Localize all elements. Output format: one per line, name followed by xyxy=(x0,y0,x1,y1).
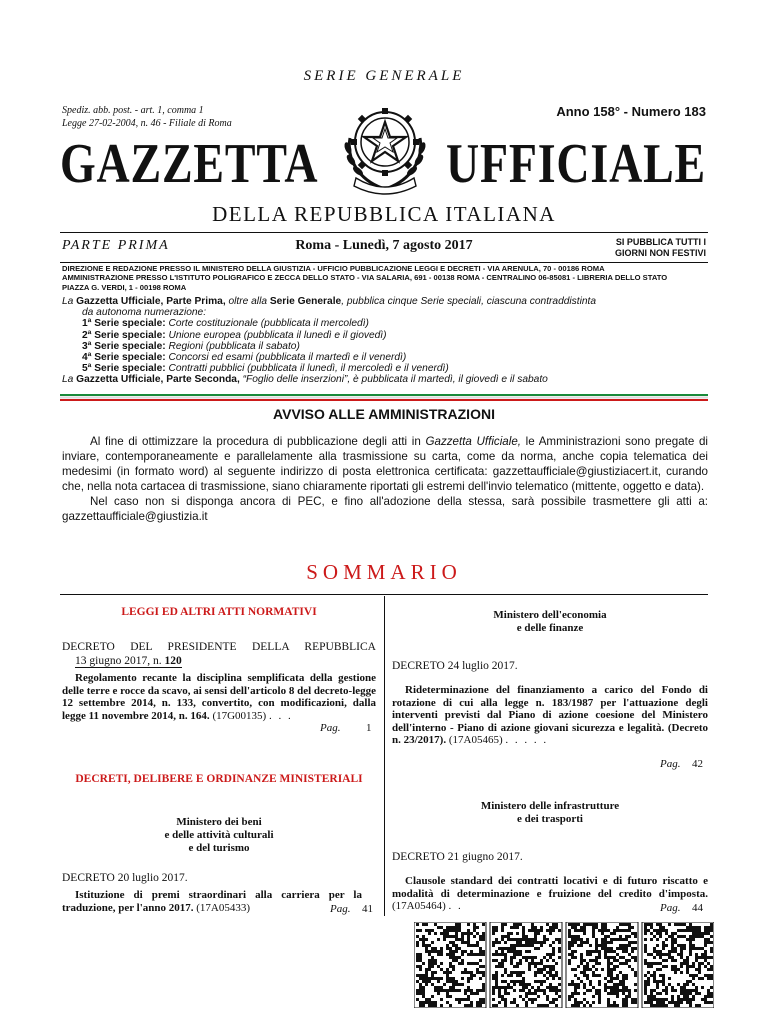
emblem-icon xyxy=(336,98,434,198)
ministry-heading xyxy=(62,816,376,855)
entry-code: (17A05433) xyxy=(196,901,251,914)
divider xyxy=(60,594,708,595)
barcode-image xyxy=(414,922,714,1008)
publication-note-line: SI PUBBLICA TUTTI I xyxy=(615,237,706,247)
serie-speciale-item xyxy=(62,363,708,374)
page-ref xyxy=(660,758,680,771)
direzione-line: AMMINISTRAZIONE PRESSO L'ISTITUTO POLIGRAFICO E ZECCA DELLO STATO - VIA SALARIA, 691 - 00138 ROMA - CENTRALINO 06-85081 - LIBRERIA DELLO STATO xyxy=(62,273,668,283)
serie-label: 4ª Serie speciale: xyxy=(82,352,166,364)
text: La xyxy=(62,296,77,307)
toc-entry[interactable] xyxy=(62,889,362,914)
masthead-title-left: GAZZETTA xyxy=(60,133,319,195)
barcode-block xyxy=(414,922,486,1008)
direzione-line: DIREZIONE E REDAZIONE PRESSO IL MINISTERO DELLA GIUSTIZIA - UFFICIO PUBBLICAZIONE LEGGI E DECRETI - VIA ARENULA, 70 - 00186 ROMA xyxy=(62,264,605,273)
pag-label: Pag. xyxy=(320,722,341,734)
spedizione-line: Legge 27-02-2004, n. 46 - Filiale di Roma xyxy=(62,118,232,129)
text: La xyxy=(62,374,77,386)
text: , pubblica cinque Serie speciali, ciascuna contraddistinta xyxy=(341,296,597,307)
serie-text: Corte costituzionale (pubblicata il mercoledì) xyxy=(168,318,369,330)
serie-label: 1ª Serie speciale: xyxy=(82,318,166,330)
avviso-paragraph xyxy=(62,434,708,494)
decreto-title: DECRETO DEL PRESIDENTE DELLA REPUBBLICA xyxy=(62,641,376,653)
serie-speciale-item xyxy=(62,318,708,329)
ministry-heading xyxy=(392,609,708,635)
barcode-block xyxy=(490,922,562,1008)
column-divider xyxy=(384,596,385,916)
page-number: 44 xyxy=(692,902,703,914)
serie-text: Unione europea (pubblicata il lunedì e il giovedì) xyxy=(168,329,387,341)
text: Serie Generale xyxy=(269,296,342,307)
serie-text: Contratti pubblici (pubblicata il lunedì, il mercoledì e il venerdì) xyxy=(168,363,449,375)
parte-label: PARTE PRIMA xyxy=(62,238,170,253)
serie-label: 5ª Serie speciale: xyxy=(82,363,166,375)
ministry-line: e delle finanze xyxy=(516,622,584,634)
divider xyxy=(60,262,708,263)
intro-block xyxy=(62,296,708,386)
sommario-title: SOMMARIO xyxy=(306,560,462,584)
direzione-block xyxy=(62,264,708,292)
text: “Foglio delle inserzioni”, è pubblicata il martedì, il giovedì e il sabato xyxy=(239,374,548,386)
page-ref xyxy=(330,903,350,916)
text: Gazzetta Ufficiale, Parte Prima, xyxy=(76,296,226,307)
decreto-title: DECRETO 21 giugno 2017. xyxy=(392,851,523,863)
barcode-block xyxy=(566,922,638,1008)
pag-label: Pag. xyxy=(660,902,681,914)
decreto-title: DECRETO 24 luglio 2017. xyxy=(392,660,518,672)
section-heading: DECRETI, DELIBERE E ORDINANZE MINISTERIALI xyxy=(75,773,363,785)
avviso-title: AVVISO ALLE AMMINISTRAZIONI xyxy=(273,406,495,422)
entry-text: Regolamento recante la disciplina semplificata della gestione delle terre e rocce da scavo, ai sensi dell'articolo 8 del decreto-legge 12 settembre 2014, n. 133, convertito, con modificazioni, dalla legge 11 novembre 2014, n. 164. xyxy=(62,672,377,722)
spedizione-line: Spediz. abb. post. - art. 1, comma 1 xyxy=(62,105,204,116)
ministry-line: Ministero dell'economia xyxy=(493,609,607,621)
leader-dots: . . . xyxy=(268,709,293,722)
pag-label: Pag. xyxy=(330,903,351,915)
page-number: 41 xyxy=(362,903,373,915)
direzione-line: PIAZZA G. VERDI, 1 - 00198 ROMA xyxy=(62,282,187,292)
text: le Amministrazioni sono pregate di inviare, contemporaneamente e parallelamente alla trasmissione su carta, come da norma, anche copia telematica dei medesimi (in formato word) al seguente indirizzo di posta elettronica certificata: gazzettaufficiale@giustiziacert.it, curando che, nella nota cartacea di trasmissione, siano chiaramente riportati gli estremi dell'invio telematico (mittente, oggetto e data). xyxy=(62,435,708,493)
entry-text: Clausole standard dei contratti locativi e di futuro riscatto e modalità di determinazione e fruizione del credito d'imposta. xyxy=(392,875,708,900)
decreto-title: DECRETO 20 luglio 2017. xyxy=(62,872,188,884)
serie-label: 3ª Serie speciale: xyxy=(82,340,166,352)
tricolor-rule xyxy=(60,394,708,401)
ministry-line: e del turismo xyxy=(188,842,250,854)
text: 13 giugno 2017, n. xyxy=(75,655,165,667)
page-number: 42 xyxy=(692,758,703,770)
ministry-line: e delle attività culturali xyxy=(164,829,274,841)
page-number: 1 xyxy=(366,722,372,734)
entry-text: Istituzione di premi straordinari alla carriera per la traduzione, per l'anno 2017. xyxy=(62,889,362,914)
barcode-block xyxy=(642,922,714,1008)
text: Gazzetta Ufficiale, Parte Seconda, xyxy=(76,374,240,386)
ministry-heading xyxy=(392,800,708,826)
entry-text: Rideterminazione del finanziamento a carico del Fondo di rotazione di cui alla legge n. 183/1987 per l'attuazione degli interventi previsti dal Piano di azione coesione del Ministero dell'interno - Piano di azione giovani sicurezza e legalità. (Decreto n. 23/2017). xyxy=(392,684,708,747)
decreto-date xyxy=(75,655,182,668)
publication-note-line: GIORNI NON FESTIVI xyxy=(614,248,706,258)
toc-entry[interactable] xyxy=(62,672,376,722)
text: Al fine di ottimizzare la procedura di pubblicazione degli atti in xyxy=(90,435,426,448)
issue-number: Anno 158° - Numero 183 xyxy=(556,104,706,119)
pag-label: Pag. xyxy=(660,758,681,770)
serie-text: Concorsi ed esami (pubblicata il martedì e il venerdì) xyxy=(168,352,407,364)
entry-code: (17G00135) xyxy=(212,709,267,722)
serie-label: 2ª Serie speciale: xyxy=(82,329,166,341)
serie-speciale-item xyxy=(62,341,708,352)
text: da autonoma numerazione: xyxy=(82,307,207,319)
serie-speciale-item xyxy=(62,352,708,363)
toc-entry[interactable] xyxy=(392,684,708,747)
serie-text: Regioni (pubblicata il sabato) xyxy=(168,340,300,352)
masthead-subtitle: DELLA REPUBBLICA ITALIANA xyxy=(212,202,556,226)
text: Gazzetta Ufficiale, xyxy=(425,435,521,448)
section-heading: LEGGI ED ALTRI ATTI NORMATIVI xyxy=(121,606,317,618)
text: oltre alla xyxy=(225,296,270,307)
entry-code: (17A05464) xyxy=(392,900,446,913)
avviso-paragraph: Nel caso non si disponga ancora di PEC, e fino all'adozione della stessa, sarà possibile trasmettere gli atti a: gazzettaufficiale@giustizia.it xyxy=(62,495,708,523)
page-ref xyxy=(660,902,680,915)
leader-dots: . . . . . xyxy=(505,734,549,747)
masthead-title-right: UFFICIALE xyxy=(446,133,706,195)
page-ref xyxy=(320,722,340,735)
decreto-number: 120 xyxy=(164,655,182,667)
issue-date: Roma - Lunedì, 7 agosto 2017 xyxy=(295,238,473,253)
leader-dots: . . xyxy=(448,900,463,913)
serie-speciale-item xyxy=(62,330,708,341)
avviso-body xyxy=(62,434,708,524)
ministry-line: Ministero dei beni xyxy=(176,816,262,828)
entry-code: (17A05465) xyxy=(448,734,503,747)
ministry-line: Ministero delle infrastrutture xyxy=(480,800,620,812)
divider xyxy=(60,232,708,233)
publication-note xyxy=(615,237,706,259)
serie-generale: SERIE GENERALE xyxy=(303,68,465,84)
ministry-line: e dei trasporti xyxy=(517,813,583,825)
spedizione-note xyxy=(62,104,232,130)
